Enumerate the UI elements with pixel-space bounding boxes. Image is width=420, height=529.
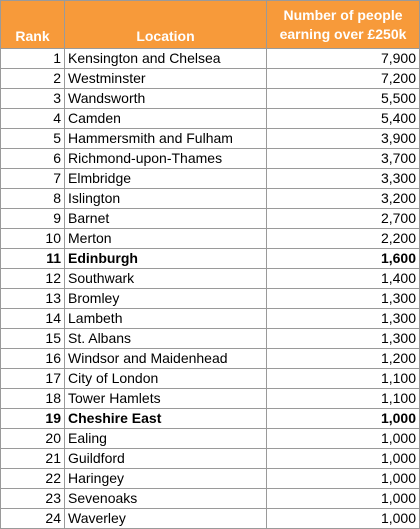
location-cell: Wandsworth [65,89,267,109]
location-cell: Barnet [65,209,267,229]
location-cell: Tower Hamlets [65,389,267,409]
rank-cell: 24 [1,509,65,529]
rank-cell: 8 [1,189,65,209]
count-cell: 7,200 [267,69,420,89]
table-row [1,229,420,249]
rank-cell: 16 [1,349,65,369]
rank-cell: 5 [1,129,65,149]
location-cell: Ealing [65,429,267,449]
table-row [1,249,420,269]
location-cell: Windsor and Maidenhead [65,349,267,369]
rank-cell: 21 [1,449,65,469]
rank-cell: 3 [1,89,65,109]
rank-cell: 6 [1,149,65,169]
location-column-header: Location [65,1,267,49]
count-header-line-1: Number of people [283,6,403,23]
rank-column-header: Rank [1,1,65,49]
count-cell: 1,400 [267,269,420,289]
location-cell: City of London [65,369,267,389]
count-cell: 1,000 [267,409,420,429]
table-row [1,389,420,409]
count-cell: 1,000 [267,489,420,509]
location-cell: Westminster [65,69,267,89]
rank-cell: 4 [1,109,65,129]
location-cell: Lambeth [65,309,267,329]
location-cell: St. Albans [65,329,267,349]
table-row [1,69,420,89]
count-cell: 3,700 [267,149,420,169]
count-cell: 1,000 [267,509,420,529]
count-cell: 5,400 [267,109,420,129]
location-cell: Southwark [65,269,267,289]
count-cell: 1,600 [267,249,420,269]
count-cell: 1,300 [267,329,420,349]
rank-cell: 10 [1,229,65,249]
location-cell: Waverley [65,509,267,529]
location-cell: Kensington and Chelsea [65,49,267,69]
table-row [1,269,420,289]
rank-cell: 1 [1,49,65,69]
table-row [1,369,420,389]
table-row [1,169,420,189]
count-cell: 2,200 [267,229,420,249]
count-cell: 1,100 [267,389,420,409]
rank-cell: 7 [1,169,65,189]
location-cell: Edinburgh [65,249,267,269]
rank-cell: 12 [1,269,65,289]
table-row [1,309,420,329]
count-cell: 1,000 [267,469,420,489]
table-row [1,289,420,309]
count-cell: 5,500 [267,89,420,109]
rank-cell: 20 [1,429,65,449]
count-cell: 3,300 [267,169,420,189]
location-cell: Islington [65,189,267,209]
count-cell: 7,900 [267,49,420,69]
rank-cell: 11 [1,249,65,269]
table-row [1,469,420,489]
count-cell: 1,300 [267,309,420,329]
table-row [1,509,420,529]
count-cell: 1,300 [267,289,420,309]
location-cell: Elmbridge [65,169,267,189]
table-row [1,429,420,449]
table-row [1,329,420,349]
rank-cell: 14 [1,309,65,329]
location-cell: Cheshire East [65,409,267,429]
count-header-line-2: earning over £250k [279,25,407,42]
table-row [1,109,420,129]
table-row [1,489,420,509]
rank-cell: 17 [1,369,65,389]
location-cell: Haringey [65,469,267,489]
count-cell: 1,200 [267,349,420,369]
rank-cell: 19 [1,409,65,429]
count-cell: 3,900 [267,129,420,149]
rank-cell: 15 [1,329,65,349]
table-row [1,209,420,229]
location-cell: Hammersmith and Fulham [65,129,267,149]
location-cell: Merton [65,229,267,249]
table-row [1,149,420,169]
table-row [1,129,420,149]
header-row [1,1,420,49]
table-row [1,89,420,109]
table-row [1,449,420,469]
table-row [1,189,420,209]
location-cell: Richmond-upon-Thames [65,149,267,169]
location-cell: Guildford [65,449,267,469]
table-row [1,349,420,369]
count-cell: 3,200 [267,189,420,209]
count-cell: 1,100 [267,369,420,389]
rank-cell: 18 [1,389,65,409]
count-cell: 1,000 [267,429,420,449]
location-cell: Sevenoaks [65,489,267,509]
location-cell: Bromley [65,289,267,309]
table-row [1,409,420,429]
count-cell: 1,000 [267,449,420,469]
rank-cell: 2 [1,69,65,89]
count-cell: 2,700 [267,209,420,229]
location-cell: Camden [65,109,267,129]
rank-cell: 13 [1,289,65,309]
rank-cell: 22 [1,469,65,489]
table-row [1,49,420,69]
rank-cell: 9 [1,209,65,229]
rank-cell: 23 [1,489,65,509]
count-column-header [267,1,420,49]
table-body [1,49,420,529]
